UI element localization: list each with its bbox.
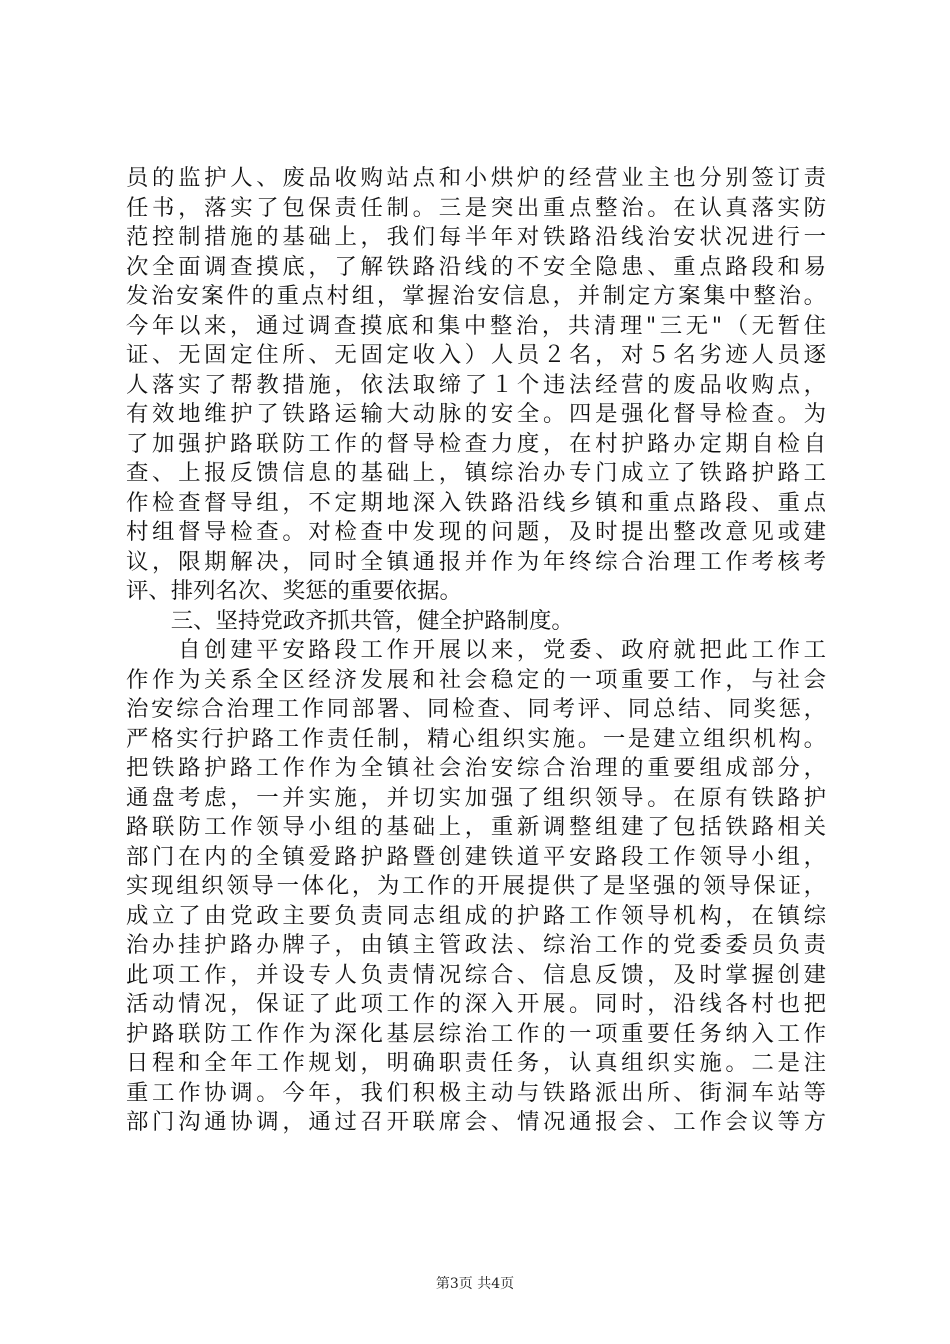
section-heading: 三、坚持党政齐抓共管，健全护路制度。: [126, 607, 574, 634]
text-line: 证、无固定住所、无固定收入）人员２名，对５名劣迹人员逐: [126, 342, 826, 368]
text-line: 作作为关系全区经济发展和社会稳定的一项重要工作，与社会: [126, 666, 826, 693]
text-line: 部门沟通协调，通过召开联席会、情况通报会、工作会议等方: [126, 1109, 826, 1135]
text-line: 实现组织领导一体化，为工作的开展提供了是坚强的领导保证，: [126, 873, 826, 899]
text-line: 重工作协调。今年，我们积极主动与铁路派出所、街洞车站等: [126, 1079, 826, 1106]
body-text: [126, 164, 826, 1138]
text-line: 治安综合治理工作同部署、同检查、同考评、同总结、同奖惩，: [126, 696, 826, 722]
text-line: 护路联防工作作为深化基层综治工作的一项重要任务纳入工作: [126, 1020, 826, 1047]
text-line: 日程和全年工作规划，明确职责任务，认真组织实施。二是注: [126, 1050, 826, 1076]
text-line: 人落实了帮教措施，依法取缔了１个违法经营的废品收购点，: [126, 371, 826, 398]
text-line: 通盘考虑，一并实施，并切实加强了组织领导。在原有铁路护: [126, 784, 826, 811]
text-line: 治办挂护路办牌子，由镇主管政法、综治工作的党委委员负责: [126, 932, 826, 958]
text-line: 活动情况，保证了此项工作的深入开展。同时，沿线各村也把: [126, 991, 826, 1017]
text-line: 路联防工作领导小组的基础上，重新调整组建了包括铁路相关: [126, 814, 826, 840]
text-line: 员的监护人、废品收购站点和小烘炉的经营业主也分别签订责: [126, 165, 826, 191]
text-line: 自创建平安路段工作开展以来，党委、政府就把此工作工: [126, 637, 826, 663]
text-line: 范控制措施的基础上，我们每半年对铁路沿线治安状况进行一: [126, 224, 826, 250]
text-line: 次全面调查摸底，了解铁路沿线的不安全隐患、重点路段和易: [126, 253, 826, 280]
text-line: 把铁路护路工作作为全镇社会治安综合治理的重要组成部分，: [126, 755, 826, 781]
text-line: 有效地维护了铁路运输大动脉的安全。四是强化督导检查。为: [126, 401, 826, 427]
text-line: 部门在内的全镇爱路护路暨创建铁道平安路段工作领导小组，: [126, 843, 826, 870]
text-line: 成立了由党政主要负责同志组成的护路工作领导机构，在镇综: [126, 902, 826, 929]
text-line: 任书，落实了包保责任制。三是突出重点整治。在认真落实防: [126, 194, 826, 221]
text-line: 村组督导检查。对检查中发现的问题，及时提出整改意见或建: [126, 519, 826, 545]
text-line: 今年以来，通过调查摸底和集中整治，共清理"三无"（无暂住: [126, 312, 826, 339]
text-line: 了加强护路联防工作的督导检查力度，在村护路办定期自检自: [126, 430, 826, 457]
text-line: 发治安案件的重点村组，掌握治安信息，并制定方案集中整治。: [126, 283, 826, 309]
text-line: 作检查督导组，不定期地深入铁路沿线乡镇和重点路段、重点: [126, 489, 826, 516]
text-line: 此项工作，并设专人负责情况综合、信息反馈，及时掌握创建: [126, 961, 826, 988]
text-line: 议，限期解决，同时全镇通报并作为年终综合治理工作考核考: [126, 548, 826, 575]
text-line: 评、排列名次、奖惩的重要依据。: [126, 578, 462, 604]
text-line: 严格实行护路工作责任制，精心组织实施。一是建立组织机构。: [126, 725, 826, 752]
page-number-footer: 第3页 共4页: [435, 1276, 515, 1292]
text-line: 查、上报反馈信息的基础上，镇综治办专门成立了铁路护路工: [126, 460, 826, 486]
